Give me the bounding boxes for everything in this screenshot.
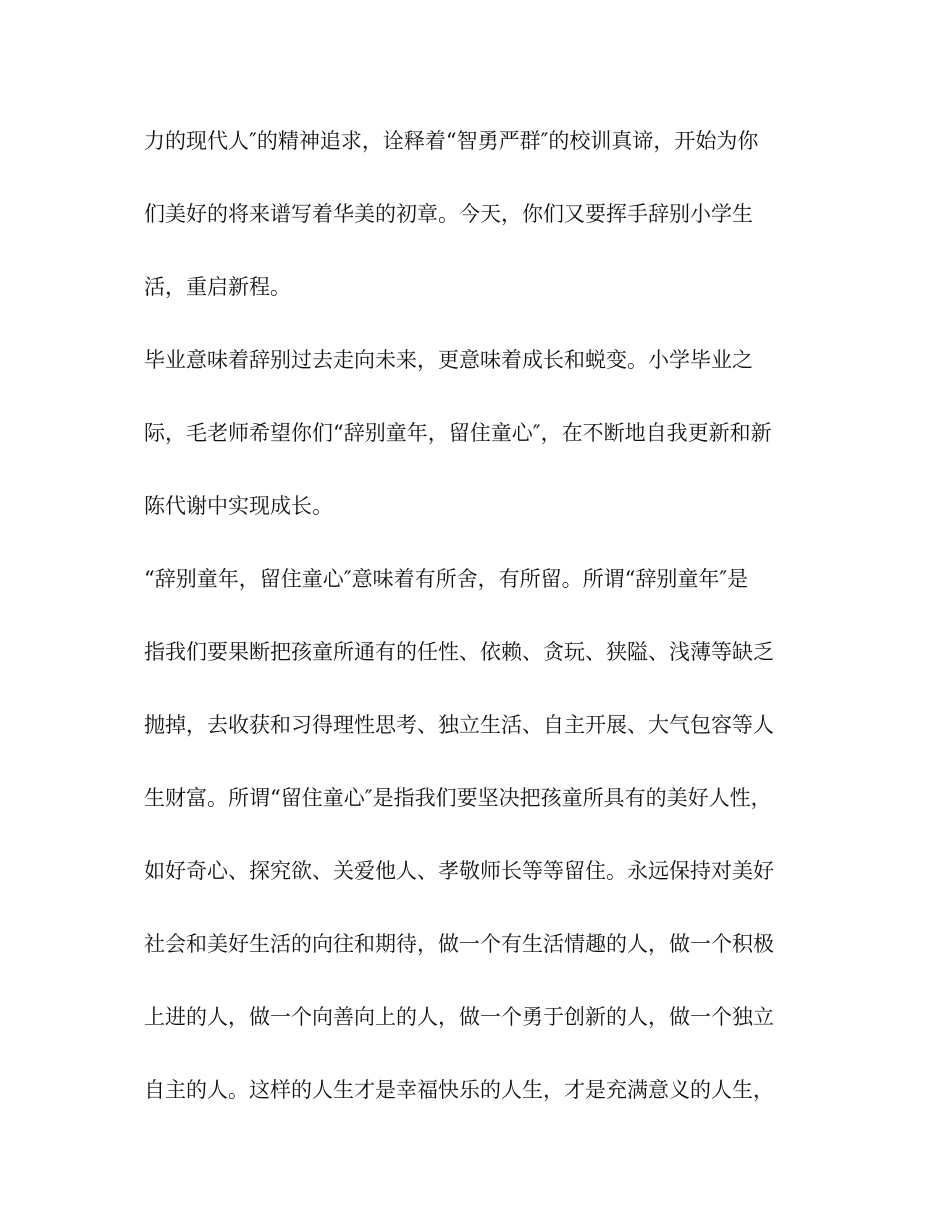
text-line: 如好奇心、探究欲、关爱他人、孝敬师长等等留住。永远保持对美好 (144, 859, 774, 883)
text-line: 抛掉，去收获和习得理性思考、独立生活、自主开展、大气包容等人 (144, 713, 774, 737)
text-line: 自主的人。这样的人生才是幸福快乐的人生，才是充满意义的人生， (144, 1078, 774, 1102)
text-line: 力的现代人″的精神追求，诠释着“智勇严群″的校训真谛，开始为你 (144, 129, 759, 153)
text-line: 社会和美好生活的向往和期待，做一个有生活情趣的人，做一个积极 (144, 932, 774, 956)
text-line: 毕业意味着辞别过去走向未来，更意味着成长和蜕变。小学毕业之 (144, 348, 753, 372)
text-line: 指我们要果断把孩童所通有的任性、依赖、贪玩、狭隘、浅薄等缺乏 (144, 640, 774, 664)
text-line: 上进的人，做一个向善向上的人，做一个勇于创新的人，做一个独立 (144, 1005, 774, 1029)
text-line: 际，毛老师希望你们“辞别童年，留住童心″，在不断地自我更新和新 (144, 421, 772, 445)
text-line: 活，重启新程。 (144, 275, 291, 299)
text-line: 们美好的将来谱写着华美的初章。今天，你们又要挥手辞别小学生 (144, 202, 753, 226)
text-line: 陈代谢中实现成长。 (144, 494, 333, 518)
text-line: “辞别童年，留住童心″意味着有所舍，有所留。所谓“辞别童年″是 (144, 567, 749, 591)
text-line: 生财富。所谓“留住童心″是指我们要坚决把孩童所具有的美好人性， (144, 786, 772, 810)
